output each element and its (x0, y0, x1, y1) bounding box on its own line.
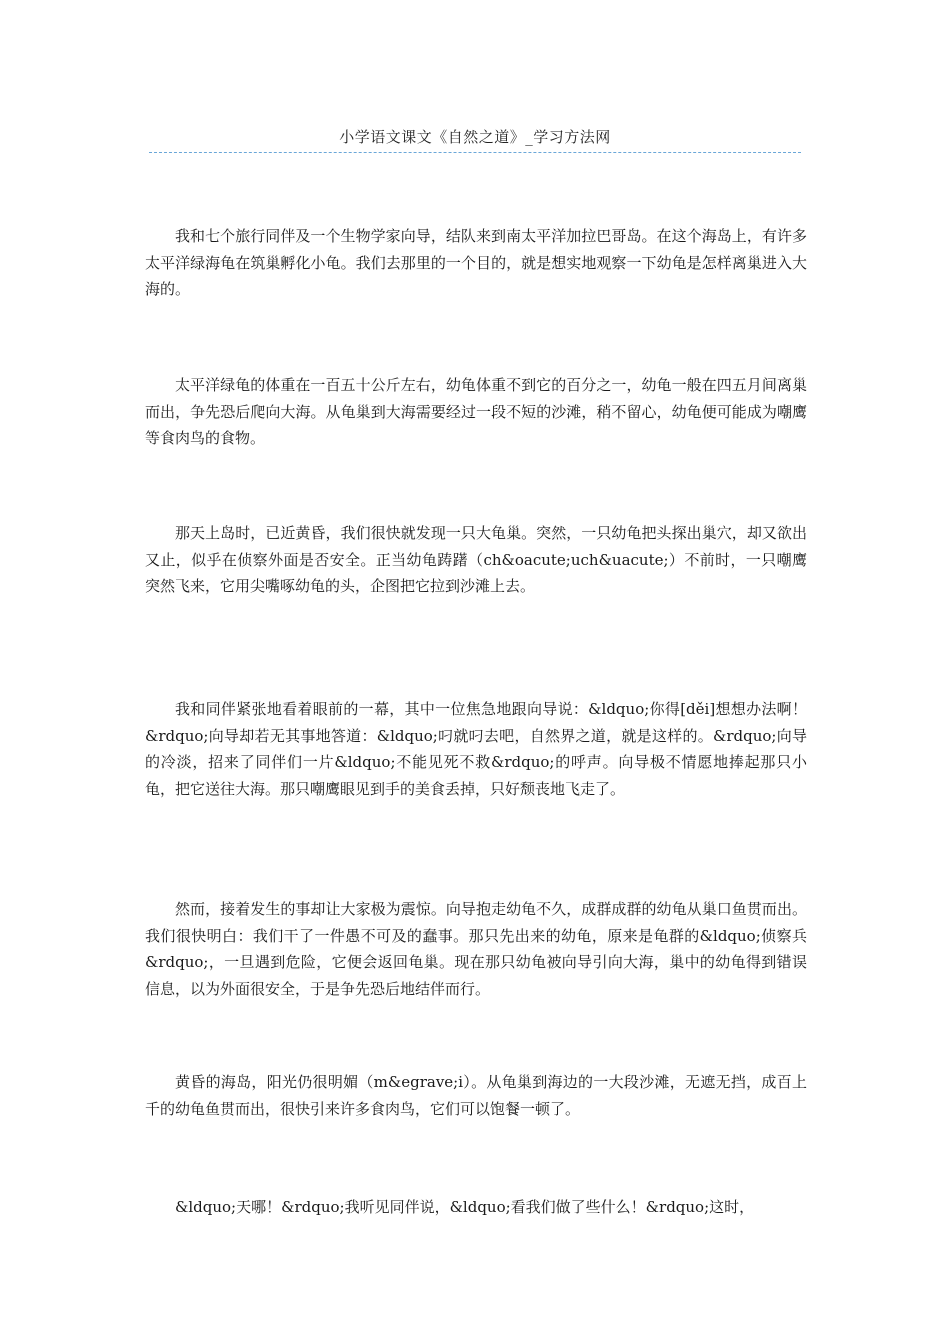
paragraph-1: 我和七个旅行同伴及一个生物学家向导，结队来到南太平洋加拉巴哥岛。在这个海岛上，有许多太平洋绿海龟在筑巢孵化小龟。我们去那里的一个目的，就是想实地观察一下幼龟是怎样离巢进入大海的。 (145, 227, 807, 298)
paragraph-4: 我和同伴紧张地看着眼前的一幕，其中一位焦急地跟向导说：&ldquo;你得[děi]想想办法啊！&rdquo;向导却若无其事地答道：&ldquo;叼就叼去吧，自然界之道，就是这样的。&rdquo;向导的冷淡，招来了同伴们一片&ldquo;不能见死不救&rdquo;的呼声。向导极不情愿地捧起那只小龟，把它送往大海。那只嘲鹰眼见到手的美食丢掉，只好颓丧地飞走了。 (145, 700, 807, 798)
document-title: 小学语文课文《自然之道》_学习方法网 (339, 128, 611, 146)
paragraph-6: 黄昏的海岛，阳光仍很明媚（m&egrave;i）。从龟巢到海边的一大段沙滩，无遮无挡，成百上千的幼龟鱼贯而出，很快引来许多食肉鸟，它们可以饱餐一顿了。 (145, 1073, 807, 1118)
paragraph-3: 那天上岛时，已近黄昏，我们很快就发现一只大龟巢。突然，一只幼龟把头探出巢穴，却又欲出又止，似乎在侦察外面是否安全。正当幼龟踌躇（ch&oacute;uch&uacute;）不前时，一只嘲鹰突然飞来，它用尖嘴啄幼龟的头，企图把它拉到沙滩上去。 (145, 524, 807, 595)
paragraph-7: &ldquo;天哪！&rdquo;我听见同伴说，&ldquo;看我们做了些什么！&rdquo;这时， (175, 1198, 755, 1216)
paragraph-5: 然而，接着发生的事却让大家极为震惊。向导抱走幼龟不久，成群成群的幼龟从巢口鱼贯而出。我们很快明白：我们干了一件愚不可及的蠢事。那只先出来的幼龟，原来是龟群的&ldquo;侦察兵&rdquo;，一旦遇到危险，它便会返回龟巢。现在那只幼龟被向导引向大海，巢中的幼龟得到错误信息，以为外面很安全，于是争先恐后地结伴而行。 (145, 900, 807, 998)
paragraph-2: 太平洋绿龟的体重在一百五十公斤左右，幼龟体重不到它的百分之一，幼龟一般在四五月间离巢而出，争先恐后爬向大海。从龟巢到大海需要经过一段不短的沙滩，稍不留心，幼龟便可能成为嘲鹰等食肉鸟的食物。 (145, 376, 807, 447)
title-divider (149, 152, 801, 153)
